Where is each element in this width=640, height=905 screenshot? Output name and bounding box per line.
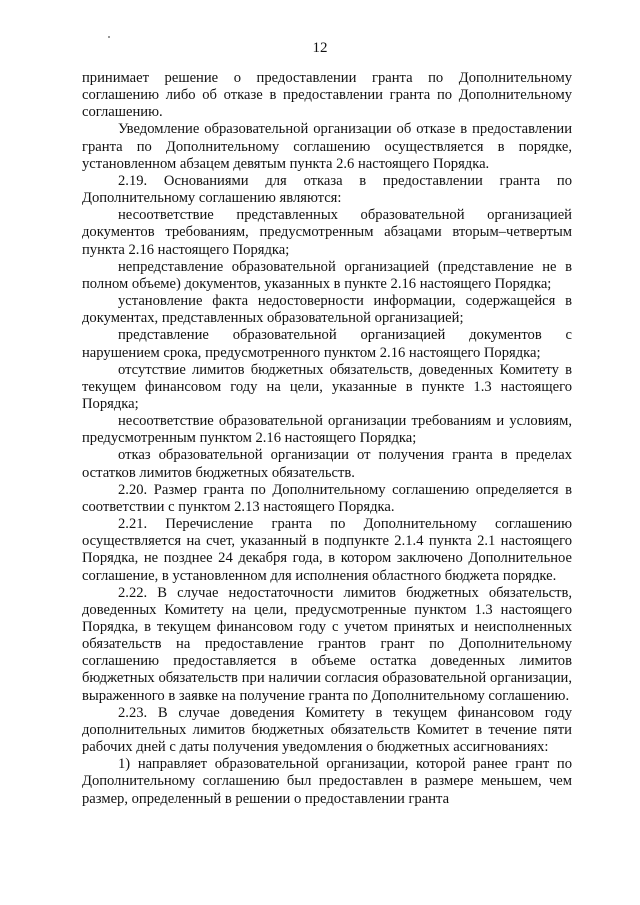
paragraph: представление образовательной организацией документов с нарушением срока, предусмотренного пунктом 2.16 настоящего Порядка; [82,327,572,361]
paragraph: 2.20. Размер гранта по Дополнительному соглашению определяется в соответствии с пунктом 2.13 настоящего Порядка. [82,481,572,515]
paragraph: несоответствие образовательной организации требованиям и условиям, предусмотренным пунктом 2.16 настоящего Порядка; [82,413,572,447]
paragraph: отказ образовательной организации от получения гранта в пределах остатков лимитов бюджетных обязательств. [82,447,572,481]
paragraph: отсутствие лимитов бюджетных обязательств, доведенных Комитету в текущем финансовом году на цели, указанные в пункте 1.3 настоящего Порядка; [82,361,572,412]
page-number: 12 [312,40,328,56]
document-body [82,70,572,808]
paragraph: 2.21. Перечисление гранта по Дополнительному соглашению осуществляется на счет, указанный в подпункте 2.1.4 пункта 2.1 настоящего Порядка, не позднее 24 декабря года, в котором заключено Дополнительное соглашение, в установленном для исполнения областного бюджета порядке. [82,516,572,584]
paragraph: непредставление образовательной организацией (представление не в полном объеме) документов, указанных в пункте 2.16 настоящего Порядка; [82,258,572,292]
paragraph: 2.19. Основаниями для отказа в предоставлении гранта по Дополнительному соглашению являются: [82,172,572,207]
scan-speck [108,36,110,38]
paragraph: 2.22. В случае недостаточности лимитов бюджетных обязательств, доведенных Комитету на цели, предусмотренные пунктом 1.3 настоящего Порядка, в текущем финансовом году с учетом принятых и неисполненных обязательств на предоставление грантов грант по Дополнительному соглашению предоставляется в объеме остатка доведенных лимитов бюджетных обязательств при наличии согласия образовательной организации, выраженного в заявке на получение гранта по Дополнительному соглашению. [82,584,572,704]
paragraph: Уведомление образовательной организации об отказе в предоставлении гранта по Дополнительному соглашению осуществляется в порядке, установленном абзацем девятым пункта 2.6 настоящего Порядка. [82,121,572,172]
paragraph: принимает решение о предоставлении гранта по Дополнительному соглашению либо об отказе в предоставлении гранта по Дополнительному соглашению. [82,70,572,121]
paragraph: несоответствие представленных образовательной организацией документов требованиям, предусмотренным абзацами вторым–четвертым пункта 2.16 настоящего Порядка; [82,207,572,258]
paragraph: 1) направляет образовательной организации, которой ранее грант по Дополнительному соглашению был предоставлен в размере меньшем, чем размер, определенный в решении о предоставлении гранта [82,756,572,807]
paragraph: установление факта недостоверности информации, содержащейся в документах, представленных образовательной организацией; [82,293,572,327]
paragraph: 2.23. В случае доведения Комитету в текущем финансовом году дополнительных лимитов бюджетных обязательств Комитет в течение пяти рабочих дней с даты получения уведомления о бюджетных ассигнованиях: [82,704,572,756]
